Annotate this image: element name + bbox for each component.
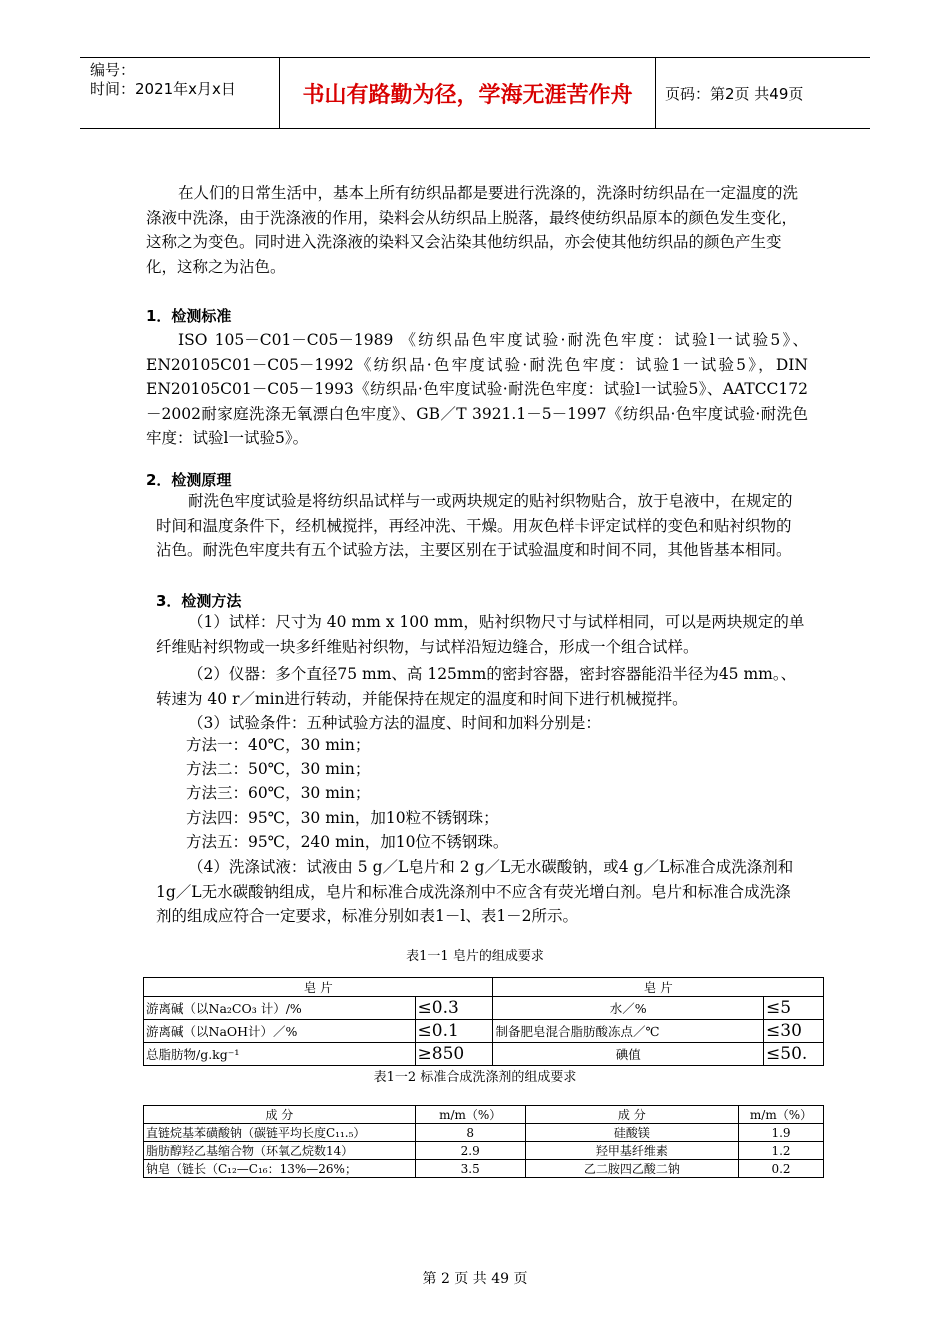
- table2-caption: 表1一2 标准合成洗涤剂的组成要求: [373, 1070, 577, 1085]
- table-cell: 水／%: [493, 997, 764, 1020]
- table-cell: 3.5: [415, 1160, 525, 1178]
- table2-head-component: 成 分: [144, 1106, 416, 1124]
- page-footer: 第 2 页 共 49 页: [422, 1271, 528, 1287]
- table-row: [144, 1160, 824, 1178]
- section3-item1: （1）试样：尺寸为 40 mm x 100 mm，贴衬织物尺寸与试样相同，可以是两块规定的单纤维贴衬织物或一块多纤维贴衬织物，与试样沿短边缝合，形成一个组合试样。: [156, 613, 805, 656]
- method-4: 方法四：95℃，30 min，加10粒不锈钢珠；: [186, 809, 499, 827]
- table-cell: ≤0.3: [415, 997, 493, 1020]
- table-cell: ≤5: [764, 997, 824, 1020]
- table2-head-component: 成 分: [525, 1106, 738, 1124]
- method-5: 方法五：95℃，240 min，加10位不锈钢珠。: [186, 833, 509, 851]
- table-cell: 乙二胺四乙酸二钠: [525, 1160, 738, 1178]
- table-cell: 羟甲基纤维素: [525, 1142, 738, 1160]
- table-cell: ≤50.: [764, 1043, 824, 1066]
- table-cell: 1.2: [739, 1142, 824, 1160]
- table2-head-mm: m/m（%）: [739, 1106, 824, 1124]
- table1-caption: 表1一1 皂片的组成要求: [406, 949, 544, 964]
- section1-heading: 1．检测标准: [146, 307, 232, 325]
- table2-header-row: [144, 1106, 824, 1124]
- table-cell: 2.9: [415, 1142, 525, 1160]
- time-label: 时间：2021年x月x日: [90, 80, 236, 98]
- table2-head-mm: m/m（%）: [415, 1106, 525, 1124]
- table1-header-row: [144, 978, 824, 997]
- table-cell: 0.2: [739, 1160, 824, 1178]
- method-1: 方法一：40℃，30 min；: [186, 736, 371, 754]
- table2: [143, 1105, 824, 1178]
- section3-item2: （2）仪器：多个直径75 mm、高 125mm的密封容器，密封容器能沿半径为45 mm。、转速为 40 r／min进行转动，并能保持在规定的温度和时间下进行机械搅拌。: [156, 665, 797, 708]
- table-row: [144, 997, 824, 1020]
- table-cell: 直链烷基苯磺酸钠（碳链平均长度C₁₁.₅）: [144, 1124, 416, 1142]
- section3-item4: （4）洗涤试液：试液由 5 g／L皂片和 2 g／L无水碳酸钠，或4 g／L标准合成洗涤剂和 1g／L无水碳酸钠组成，皂片和标准合成洗涤剂中不应含有荧光增白剂。皂片和标准合成洗涤剂的组成应符合一定要求，标准分别如表1－l、表1－2所示。: [156, 858, 794, 925]
- table-row: [144, 1020, 824, 1043]
- section1-text: ISO 105－C01－C05－1989 《纺织品色牢度试验·耐洗色牢度：试验l一试验5》、EN20105C01－C05－1992《纺织品·色牢度试验·耐洗色牢度：试验1一试验5》，DIN EN20105C01－C05－1993《纺织品·色牢度试验·耐洗色牢度：试验l一试验5》、AATCC172－2002耐家庭洗涤无氧漂白色牢度》、GB／T 3921.1－5－1997《纺织品·色牢度试验·耐洗色牢度：试验l一试验5》。: [146, 331, 808, 447]
- header-page-info: 页码：第2页 共49页: [665, 84, 804, 103]
- table-row: [144, 1043, 824, 1066]
- table-cell: ≤30: [764, 1020, 824, 1043]
- intro-paragraph: 在人们的日常生活中，基本上所有纺织品都是要进行洗涤的，洗涤时纺织品在一定温度的洗涤液中洗涤，由于洗涤液的作用，染料会从纺织品上脱落，最终使纺织品原本的颜色发生变化，这称之为变色。同时进入洗涤液的染料又会沾染其他纺织品，亦会使其他纺织品的颜色产生变化，这称之为沾色。: [146, 184, 799, 276]
- table-cell: 碘值: [493, 1043, 764, 1066]
- section2-text: 耐洗色牢度试验是将纺织品试样与一或两块规定的贴衬织物贴合，放于皂液中，在规定的时间和温度条件下，经机械搅拌，再经冲洗、干燥。用灰色样卡评定试样的变色和贴衬织物的沾色。耐洗色牢度共有五个试验方法，主要区别在于试验温度和时间不同，其他皆基本相同。: [156, 492, 793, 559]
- table-cell: 脂肪醇羟乙基缩合物（环氧乙烷数14）: [144, 1142, 416, 1160]
- table-cell: 制备肥皂混合脂肪酸冻点／℃: [493, 1020, 764, 1043]
- number-label: 编号：: [90, 61, 136, 79]
- table1-head-left: 皂 片: [144, 978, 493, 997]
- table-cell: 1.9: [739, 1124, 824, 1142]
- header-meta: [80, 58, 280, 128]
- method-3: 方法三：60℃，30 min；: [186, 784, 371, 802]
- table-row: [144, 1142, 824, 1160]
- section2-heading: 2．检测原理: [146, 471, 232, 489]
- table1-head-right: 皂 片: [493, 978, 824, 997]
- table-cell: 钠皂（链长（C₁₂—C₁₆：13%—26%；: [144, 1160, 416, 1178]
- section3-heading: 3．检测方法: [156, 592, 242, 610]
- table1: [143, 977, 824, 1066]
- header-motto: 书山有路勤为径，学海无涯苦作舟: [280, 58, 656, 128]
- table-cell: 硅酸镁: [525, 1124, 738, 1142]
- table-cell: 总脂肪物/g.kg⁻¹: [144, 1043, 416, 1066]
- table-cell: 8: [415, 1124, 525, 1142]
- section3-item3: （3）试验条件：五种试验方法的温度、时间和加料分别是：: [188, 714, 601, 732]
- table-cell: ≥850: [415, 1043, 493, 1066]
- page-header: [80, 57, 870, 129]
- table-cell: 游离碱（以NaOH计）／%: [144, 1020, 416, 1043]
- table-row: [144, 1124, 824, 1142]
- table-cell: 游离碱（以Na₂CO₃ 计）/%: [144, 997, 416, 1020]
- method-2: 方法二：50℃，30 min；: [186, 760, 371, 778]
- table-cell: ≤0.1: [415, 1020, 493, 1043]
